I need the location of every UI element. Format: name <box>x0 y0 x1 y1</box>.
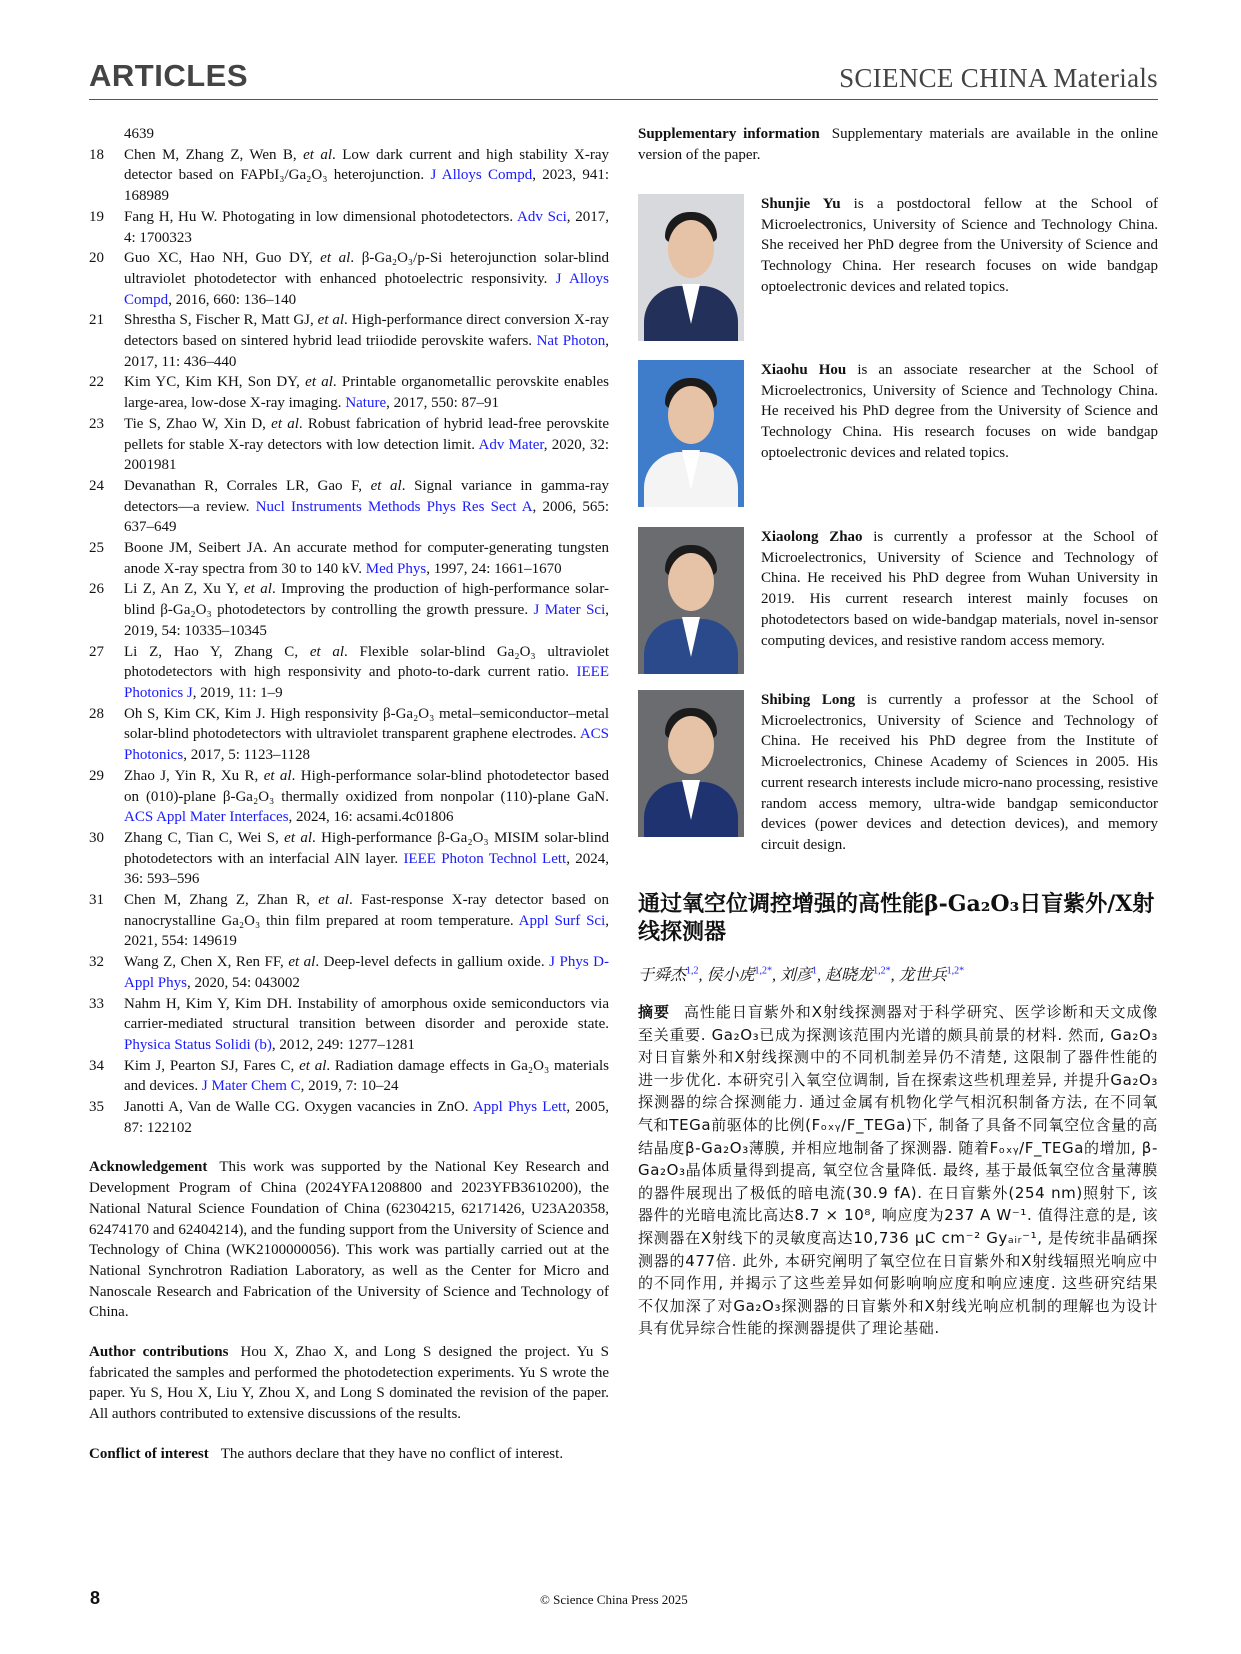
reference-number: 29 <box>89 767 104 784</box>
reference-journal-link[interactable]: Adv Mater <box>478 436 544 453</box>
reference-etal: et al <box>299 1057 327 1074</box>
reference-journal-link[interactable]: ACS Appl Mater Interfaces <box>124 809 289 826</box>
author-bio <box>638 527 1158 674</box>
reference-etal: et al <box>320 250 351 267</box>
author-name: 赵晓龙 <box>825 967 874 984</box>
reference-number: 31 <box>89 892 104 909</box>
supplementary-text: Supplementary materials are available in the online version of the paper. <box>638 126 1158 163</box>
reference-journal-link[interactable]: Nat Photon <box>536 333 606 350</box>
reference-number: 20 <box>89 250 104 267</box>
left-column <box>89 124 609 1465</box>
reference-authors: Shrestha S, Fischer R, Matt GJ, <box>124 312 318 329</box>
conflict-label: Conflict of interest <box>89 1445 209 1462</box>
reference-item <box>89 890 609 952</box>
reference-etal: et al <box>305 374 333 391</box>
reference-authors: Zhang C, Tian C, Wei S, <box>124 829 285 846</box>
reference-journal-link[interactable]: J Alloys Compd <box>430 167 533 184</box>
author-bio <box>638 690 1158 856</box>
reference-journal-link[interactable]: Appl Phys Lett <box>472 1099 567 1116</box>
reference-item <box>89 476 609 538</box>
section-label: ARTICLES <box>89 58 248 93</box>
reference-details: , 2019, 7: 10–24 <box>300 1078 399 1095</box>
reference-journal-link[interactable]: IEEE Photonics J <box>124 664 609 701</box>
reference-title: . Oxygen vacancies in ZnO. <box>295 1099 473 1116</box>
reference-authors: Kim YC, Kim KH, Son DY, <box>124 374 306 391</box>
bio-name: Shunjie Yu <box>761 196 841 212</box>
reference-continuation: 4639 <box>124 126 154 142</box>
reference-etal: et al <box>284 829 313 846</box>
acknowledgement-text: This work was supported by the National Key Research and Development Program of China (2024YFA1208800 and 2023YFB3610200), the National Natural Science Foundation of China (62304215, 62171426, U23A20358, 62474170 and 62404214), and the funding support from the University of Science and Technology of China (WK2100000056). This work was partially carried out at the National Synchrotron Radiation Laboratory, as well as the Center for Micro and Nanoscale Research and Fabrication of the University of Science and Technology of China. <box>89 1159 609 1321</box>
copyright: © Science China Press 2025 <box>540 1592 688 1607</box>
reference-number: 27 <box>89 643 104 660</box>
author-photo <box>638 690 744 837</box>
reference-title: . High responsivity β-Ga₂O₃ metal–semiconductor–metal solar-blind photodetectors with ultraviolet transparent graphene electrodes. <box>124 705 610 743</box>
reference-journal-link[interactable]: J Mater Chem C <box>201 1078 301 1095</box>
reference-etal: et al <box>318 892 349 909</box>
journal-name: SCIENCE CHINA Materials <box>839 63 1158 93</box>
reference-number: 21 <box>89 312 104 329</box>
reference-details: , 2017, 4: 1700323 <box>124 208 609 246</box>
reference-authors: Oh S, Kim CK, Kim J <box>124 705 262 722</box>
reference-title: . Low dark current and high stability X-ray detector based on FAPbI₃/Ga₂O₃ heterojunction. <box>124 146 609 184</box>
reference-etal: et al <box>309 643 345 660</box>
author-affiliation: 1 <box>812 965 818 977</box>
reference-item <box>89 828 609 890</box>
reference-details: , 2017, 11: 436–440 <box>124 333 610 370</box>
reference-number: 23 <box>89 415 104 432</box>
reference-authors: Chen M, Zhang Z, Zhan R, <box>124 892 319 909</box>
author-photo <box>638 194 744 341</box>
bio-name: Xiaolong Zhao <box>761 529 863 545</box>
reference-details: , 2005, 87: 122102 <box>124 1099 610 1136</box>
author-name: 于舜杰 <box>638 967 687 984</box>
chinese-title: 通过氧空位调控增强的高性能β-Ga₂O₃日盲紫外/X射线探测器 <box>638 891 1155 945</box>
reference-journal-link[interactable]: Nucl Instruments Methods Phys Res Sect A <box>255 498 533 515</box>
reference-authors: Li Z, Hao Y, Zhang C, <box>124 643 310 660</box>
reference-details: , 2017, 5: 1123–1128 <box>183 747 310 764</box>
reference-number: 24 <box>89 477 104 494</box>
author-affiliation: 1,2* <box>754 965 773 977</box>
acknowledgement-label: Acknowledgement <box>89 1159 208 1176</box>
reference-details: , 2006, 565: 637–649 <box>124 498 610 536</box>
bio-name: Shibing Long <box>761 692 856 708</box>
reference-details: , 2019, 11: 1–9 <box>192 684 283 701</box>
chinese-abstract <box>638 1001 1158 1340</box>
reference-details: , 2020, 32: 2001981 <box>124 436 609 474</box>
conflict-text: The authors declare that they have no conflict of interest. <box>220 1445 564 1462</box>
reference-etal: et al <box>317 312 345 329</box>
reference-item <box>89 994 609 1056</box>
reference-details: , 2024, 36: 593–596 <box>124 850 609 888</box>
author-photo <box>638 360 744 507</box>
reference-number: 30 <box>89 829 104 846</box>
reference-number: 22 <box>89 374 104 391</box>
bio-name: Xiaohu Hou <box>761 362 847 378</box>
author-photo <box>638 527 744 674</box>
author-bio <box>638 360 1158 507</box>
reference-journal-link[interactable]: Nature <box>345 395 387 412</box>
bio-text: is an associate researcher at the School of Microelectronics, University of Science and Technology China. He received his PhD degree from the University of Science and Technology China. His research focuses on wide bandgap optoelectronic devices and related topics. <box>761 362 1158 461</box>
reference-journal-link[interactable]: ACS Photonics <box>124 726 609 764</box>
reference-number: 19 <box>89 208 104 225</box>
reference-item <box>89 952 609 993</box>
reference-title: . High-performance β-Ga₂O₃ MISIM solar-blind photodetectors with an interfacial AlN layer. <box>124 829 610 867</box>
reference-authors: Li Z, An Z, Xu Y, <box>124 581 244 598</box>
reference-journal-link[interactable]: J Phys D-Appl Phys <box>124 954 610 991</box>
abstract-label: 摘要 <box>638 1003 670 1021</box>
reference-authors: Chen M, Zhang Z, Wen B, <box>124 146 304 163</box>
reference-item <box>89 207 609 248</box>
reference-title: . Printable organometallic perovskite enables large-area, low-dose X-ray imaging. <box>124 374 609 412</box>
author-affiliation: 1,2* <box>946 965 965 977</box>
reference-number: 25 <box>89 540 104 557</box>
references-list <box>89 124 609 1138</box>
reference-title: . Radiation damage effects in Ga₂O₃ materials and devices. <box>124 1057 609 1095</box>
reference-title: . Robust fabrication of hybrid lead-free perovskite pellets for stable X-ray detectors with low detection limit. <box>124 415 609 453</box>
reference-authors: Devanathan R, Corrales LR, Gao F, <box>124 477 371 494</box>
author-name: 侯小虎 <box>706 967 755 984</box>
bio-text: is currently a professor at the School of Microelectronics, University of Science and Technology of China. He received his PhD degree from the Institute of Microelectronics, Chinese Academy of Sciences in 2005. His current research interests include micro-nano processing, resistive random access memory, ultra-wide bandgap semiconductor devices (power devices and detection devices), and memory circuit design. <box>761 692 1158 853</box>
reference-journal-link[interactable]: J Alloys Compd <box>124 270 609 308</box>
header-rule <box>89 99 1158 100</box>
reference-item <box>89 310 609 372</box>
acknowledgement <box>89 1157 609 1323</box>
reference-etal: et al <box>243 581 272 598</box>
author-name: 刘彦 <box>780 967 813 984</box>
bio-text: is currently a professor at the School of Microelectronics, University of Science and Technology of China. He received his PhD degree from Wuhan University in 2019. His current research interest mainly focuses on photodetectors based on wide-bandgap materials, novel in-sensor computing devices, and resistive random access memory. <box>761 529 1158 649</box>
reference-item <box>89 766 609 828</box>
reference-number: 28 <box>89 705 104 722</box>
reference-etal: et al <box>370 477 402 494</box>
supplementary-label: Supplementary information <box>638 126 820 142</box>
reference-journal-link[interactable]: Appl Surf Sci <box>518 912 606 929</box>
reference-number: 33 <box>89 995 104 1012</box>
reference-item <box>89 414 609 476</box>
reference-authors: Zhao J, Yin R, Xu R, <box>124 767 264 784</box>
reference-item <box>89 1056 609 1097</box>
reference-details: , 2017, 550: 87–91 <box>386 395 500 412</box>
reference-authors: Kim J, Pearton SJ, Fares C, <box>124 1057 300 1074</box>
reference-journal-link[interactable]: J Mater Sci <box>533 602 606 619</box>
reference-journal-link[interactable]: IEEE Photon Technol Lett <box>403 850 567 867</box>
author-contributions-label: Author contributions <box>89 1344 229 1361</box>
reference-etal: et al <box>288 954 316 971</box>
author-affiliation: 1,2 <box>686 965 699 977</box>
page-number: 8 <box>90 1588 101 1608</box>
reference-title: . Fast-response X-ray detector based on nanocrystalline Ga₂O₃ thin film prepared at room temperature. <box>124 892 610 929</box>
bio-text: is a postdoctoral fellow at the School of Microelectronics, University of Science and Technology China. She received her PhD degree from the University of Science and Technology China. Her research focuses on wide bandgap optoelectronic devices and related topics. <box>761 196 1158 295</box>
reference-title: . An accurate method for computer-generating tungsten anode X-ray spectra from 30 to 140 kV. <box>124 540 610 577</box>
reference-number: 35 <box>89 1099 104 1116</box>
chinese-authors: 于舜杰$^{1,2}$, 侯小虎$^{1,2*}$, 刘彦$^1$, 赵晓龙$^{1,2*}$, 龙世兵$^{1,2*}$ <box>638 965 965 984</box>
reference-authors: Janotti A, Van de Walle CG <box>124 1099 296 1116</box>
reference-details: , 2016, 660: 136–140 <box>168 291 297 308</box>
reference-journal-link[interactable]: Adv Sci <box>517 208 567 225</box>
author-contributions-text: Hou X, Zhao X, and Long S designed the project. Yu S fabricated the samples and performed the photodetection experiments. Yu S wrote the paper. Yu S, Hou X, Liu Y, Zhou X, and Long S dominated the revision of the paper. All authors contributed to extensive discussions of the results. <box>89 1344 609 1423</box>
reference-number: 18 <box>89 146 104 163</box>
reference-details: , 2024, 16: acsami.4c01806 <box>288 809 454 826</box>
reference-title: . Flexible solar-blind Ga₂O₃ ultraviolet photodetectors with high responsivity and photo-to-dark current ratio. <box>124 643 610 681</box>
reference-journal-link[interactable]: Med Phys <box>365 560 427 577</box>
reference-number: 26 <box>89 581 104 598</box>
reference-title: . Improving the production of high-performance solar-blind β-Ga₂O₃ photodetectors by controlling the growth pressure. <box>124 581 610 619</box>
author-affiliation: 1,2* <box>873 965 891 977</box>
reference-item <box>89 579 609 641</box>
reference-title: . Deep-level defects in gallium oxide. <box>315 954 550 971</box>
reference-authors: Boone JM, Seibert JA <box>124 540 264 557</box>
reference-details: , 2023, 941: 168989 <box>124 167 610 205</box>
reference-etal: et al <box>271 415 299 432</box>
author-bio <box>638 194 1158 341</box>
reference-authors: Fang H, Hu W <box>124 208 214 225</box>
reference-title: . Instability of amorphous oxide semiconductors via carrier-mediated structural transition between disorder and peroxide state. <box>124 995 609 1033</box>
reference-authors: Tie S, Zhao W, Xin D, <box>124 415 272 432</box>
reference-journal-link[interactable]: Physica Status Solidi (b) <box>124 1036 272 1053</box>
reference-details: , 2021, 554: 149619 <box>124 912 610 950</box>
reference-item <box>89 145 609 207</box>
reference-authors: Nahm H, Kim Y, Kim DH <box>124 995 289 1012</box>
reference-item <box>89 1097 609 1138</box>
reference-title: . Photogating in low dimensional photodetectors. <box>213 208 518 225</box>
reference-title: . High-performance direct conversion X-ray detectors based on sintered hybrid lead triiodide perovskite wafers. <box>124 312 609 350</box>
reference-authors: Wang Z, Chen X, Ren FF, <box>124 954 289 971</box>
reference-title: . β-Ga₂O₃/p-Si heterojunction solar-blind ultraviolet photodetector with enhanced photoelectric responsivity. <box>124 250 609 287</box>
supplementary-info <box>638 124 1158 165</box>
reference-item <box>89 642 609 704</box>
reference-number: 32 <box>89 954 104 971</box>
reference-details: , 2012, 249: 1277–1281 <box>271 1036 415 1053</box>
reference-details: , 2020, 54: 043002 <box>186 974 300 991</box>
reference-details: , 1997, 24: 1661–1670 <box>426 560 562 577</box>
abstract-text: 高性能日盲紫外和X射线探测器对于科学研究、医学诊断和天文成像至关重要. Ga₂O₃已成为探测该范围内光谱的颇具前景的材料. 然而, Ga₂O₃对日盲紫外和X射线探测中的不同机制差异仍不清楚, 这限制了器件性能的进一步优化. 本研究引入氧空位调制, 旨在探索这些机理差异, 并提升Ga₂O₃探测器的综合探测能力. 通过金属有机物化学气相沉积制备方法, 在不同氧气和TEGa前驱体的比例(Fₒₓᵧ/F_TEGa)下, 制备了具备不同氧空位含量的高结晶度β-Ga₂O₃薄膜, 并相应地制备了探测器. 随着Fₒₓᵧ/F_TEGa的增加, β-Ga₂O₃晶体质量得到提高, 氧空位含量降低. 最终, 基于最低氧空位含量薄膜的器件展现出了极低的暗电流(30.9 fA). 在日盲紫外(254 nm)照射下, 该器件的光暗电流比高达8.7 × 10⁸, 响应度为237 A W⁻¹. 值得注意的是, 该探测器在X射线下的灵敏度高达10,736 μC cm⁻² Gyₐᵢᵣ⁻¹, 是传统非晶硒探测器的477倍. 此外, 本研究阐明了氧空位在日盲紫外和X射线辐照光响应中的不同作用, 并揭示了这些差异如何影响响应度和响应速度. 这些研究结果不仅加深了对Ga₂O₃探测器的日盲紫外和X射线光响应机制的理解也为设计具有优异综合性能的探测器提供了理论基础. <box>638 1003 1159 1338</box>
author-name: 龙世兵 <box>898 967 947 984</box>
reference-details: , 2019, 54: 10335–10345 <box>124 602 609 639</box>
reference-item <box>89 372 609 413</box>
conflict-of-interest <box>89 1444 609 1465</box>
reference-item <box>89 248 609 310</box>
reference-title: . Signal variance in gamma-ray detectors—a review. <box>124 477 609 515</box>
reference-etal: et al <box>263 767 292 784</box>
reference-title: . High-performance solar-blind photodetector based on (010)-plane β-Ga₂O₃ thermally oxidized from nonpolar (110)-plane GaN. <box>124 767 609 805</box>
reference-item <box>89 538 609 579</box>
reference-authors: Guo XC, Hao NH, Guo DY, <box>124 250 321 267</box>
reference-number: 34 <box>89 1057 104 1074</box>
reference-item <box>89 704 609 766</box>
reference-etal: et al <box>303 146 333 163</box>
author-contributions <box>89 1342 609 1425</box>
